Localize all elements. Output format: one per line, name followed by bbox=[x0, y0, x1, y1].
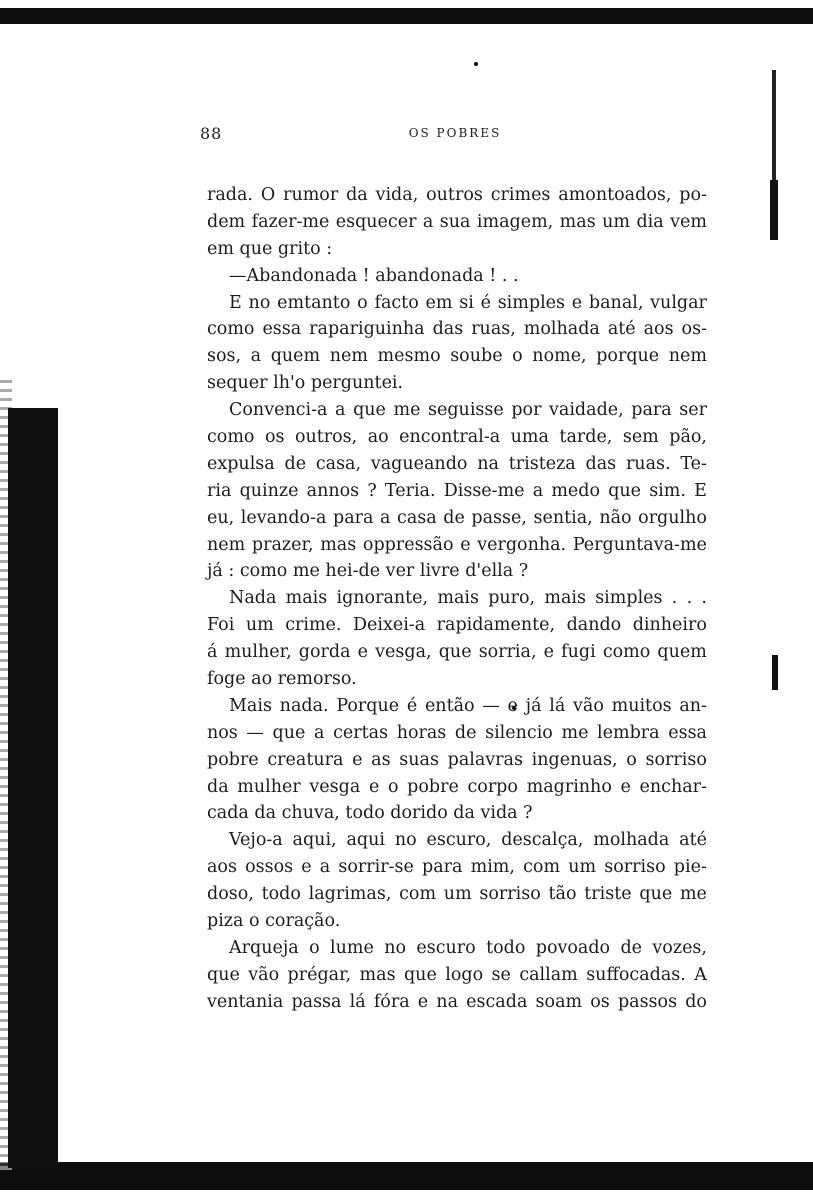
text-line: em que grito : bbox=[207, 238, 333, 259]
text-line: foge ao remorso. bbox=[207, 669, 357, 690]
running-head bbox=[200, 124, 710, 144]
text-line: cada da chuva, todo dorido da vida ? bbox=[207, 803, 533, 824]
text-line: que vão prégar, mas que logo se callam suffocadas. A bbox=[207, 964, 707, 985]
scan-left-binding bbox=[8, 408, 58, 1168]
text-line: Vejo-a aqui, aqui no escuro, descalça, molhada até bbox=[229, 830, 707, 851]
text-line: nem prazer, mas oppressão e vergonha. Perguntava-me bbox=[207, 534, 707, 555]
text-line: rada. O rumor da vida, outros crimes amontoados, po- bbox=[207, 185, 707, 205]
text-line: como essa rapariguinha das ruas, molhada até aos os- bbox=[207, 319, 707, 340]
text-line: dem fazer-me esquecer a sua imagem, mas um dia vem bbox=[207, 211, 707, 232]
page-number: 88 bbox=[200, 124, 223, 143]
scan-bottom-border bbox=[0, 1162, 813, 1190]
text-line: doso, todo lagrimas, com um sorriso tão triste que me bbox=[207, 884, 707, 905]
text-line: E no emtanto o facto em si é simples e banal, vulgar bbox=[229, 292, 707, 313]
text-line: ria quinze annos ? Teria. Disse-me a medo que sim. E bbox=[207, 480, 707, 501]
text-line: da mulher vesga e o pobre corpo magrinho e enchar- bbox=[207, 776, 707, 797]
text-line: Foi um crime. Deixei-a rapidamente, dando dinheiro bbox=[207, 615, 707, 636]
text-line: já : como me hei-de ver livre d'ella ? bbox=[207, 561, 529, 582]
text-line: Nada mais ignorante, mais puro, mais simples . . . bbox=[229, 588, 707, 609]
scan-right-mark bbox=[772, 655, 778, 690]
text-line: Arqueja o lume no escuro todo povoado de vozes, bbox=[229, 937, 707, 958]
text-line: Convenci-a a que me seguisse por vaidade, para ser bbox=[229, 400, 707, 421]
header-title: OS POBRES bbox=[408, 126, 502, 140]
text-line: pobre creatura e as suas palavras ingenuas, o sorriso bbox=[207, 749, 707, 770]
scan-top-border bbox=[0, 8, 813, 24]
text-line: sequer lh'o perguntei. bbox=[207, 373, 404, 394]
text-line: sos, a quem nem mesmo soube o nome, porque nem bbox=[207, 346, 707, 367]
text-line: —Abandonada ! abandonada ! . . bbox=[229, 265, 519, 286]
text-body bbox=[207, 182, 707, 1016]
text-line: piza o coração. bbox=[207, 911, 341, 932]
scan-right-mark bbox=[770, 180, 778, 240]
ink-speck bbox=[474, 62, 478, 66]
text-line: á mulher, gorda e vesga, que sorria, e fugi como quem bbox=[207, 642, 707, 663]
text-line: nos — que a certas horas de silencio me lembra essa bbox=[207, 722, 707, 743]
text-line: aos ossos e a sorrir-se para mim, com um sorriso pie- bbox=[207, 857, 707, 878]
text-line: expulsa de casa, vagueando na tristeza das ruas. Te- bbox=[207, 453, 707, 474]
text-line: como os outros, ao encontral-a uma tarde, sem pão, bbox=[207, 427, 707, 448]
text-line: Mais nada. Porque é então — e já lá vão muitos an- bbox=[229, 695, 707, 716]
text-line: eu, levando-a para a casa de passe, sentia, não orgulho bbox=[207, 507, 707, 528]
text-line: ventania passa lá fóra e na escada soam os passos do bbox=[207, 991, 707, 1012]
